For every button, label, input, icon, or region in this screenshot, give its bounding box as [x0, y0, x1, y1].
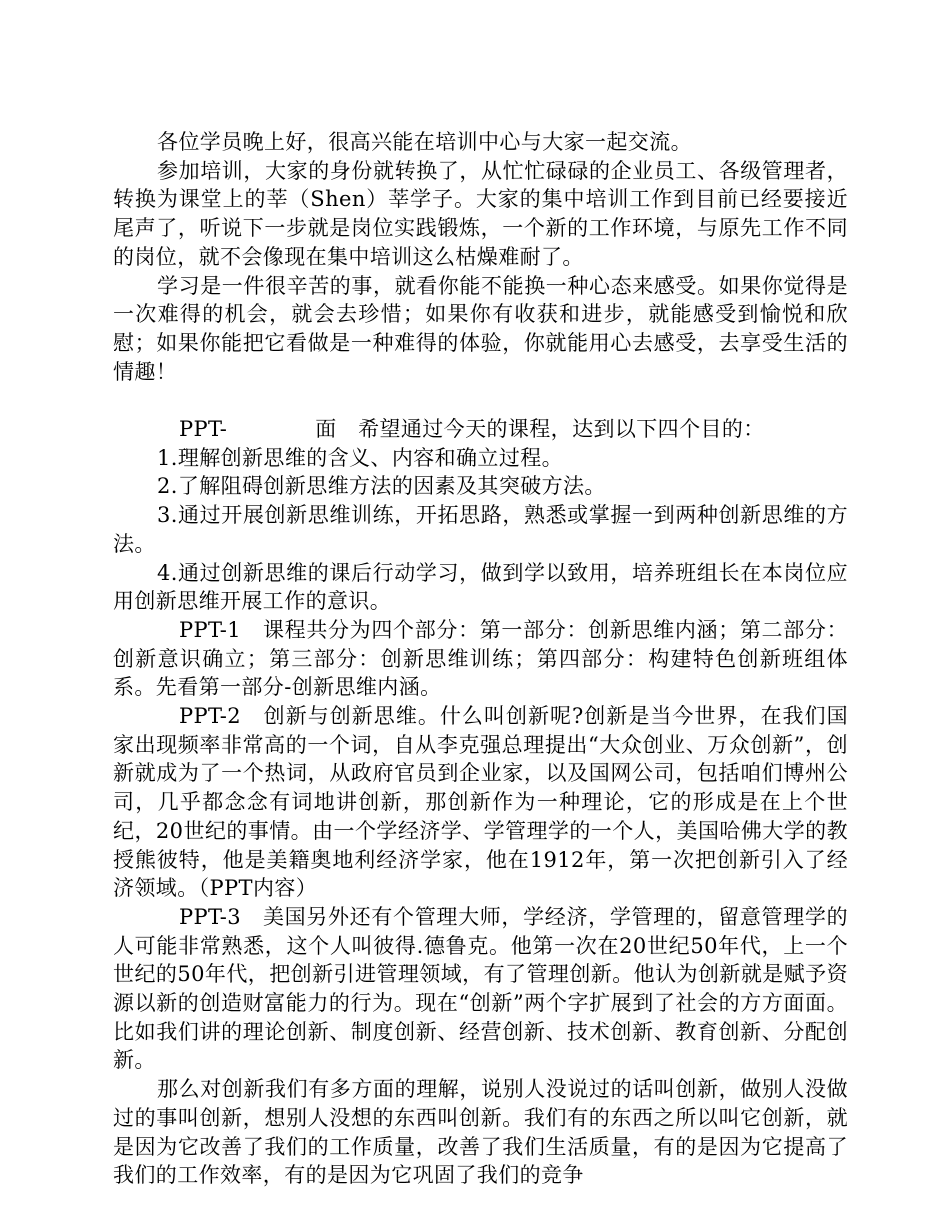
blank-line	[113, 386, 848, 415]
paragraph-ppt-2: PPT-2 创新与创新思维。什么叫创新呢?创新是当今世界，在我们国家出现频率非常高的一个词，自从李克强总理提出“大众创业、万众创新”，创新就成为了一个热词，从政府官员到企业家，以及国网公司，包括咱们博州公司，几乎都念念有词地讲创新，那创新作为一种理论，它的形成是在上个世纪，20世纪的事情。由一个学经济学、学管理学的一个人，美国哈佛大学的教授熊彼特，他是美籍奥地利经济学家，他在1912年，第一次把创新引入了经济领域。（PPT内容）	[113, 704, 848, 901]
paragraph-ppt-goals	[113, 415, 848, 444]
list-item-goal-4: 4.通过创新思维的课后行动学习，做到学以致用，培养班组长在本岗位应用创新思维开展工作的意识。	[113, 560, 848, 614]
list-item-goal-2: 2.了解阻碍创新思维方法的因素及其突破方法。	[157, 474, 606, 499]
paragraph-ppt-1: PPT-1 课程共分为四个部分：第一部分：创新思维内涵；第二部分：创新意识确立；第三部分：创新思维训练；第四部分：构建特色创新班组体系。先看第一部分-创新思维内涵。	[113, 617, 848, 700]
list-item-goal-3: 3.通过开展创新思维训练，开拓思路，熟悉或掌握一到两种创新思维的方法。	[113, 503, 848, 556]
list-item-goal-1: 1.理解创新思维的含义、内容和确立过程。	[157, 445, 564, 470]
ppt-label: PPT-	[179, 417, 228, 442]
paragraph-greeting: 各位学员晚上好，很高兴能在培训中心与大家一起交流。	[157, 130, 692, 154]
paragraph-training-intro: 参加培训，大家的身份就转换了，从忙忙碌碌的企业员工、各级管理者，转换为课堂上的莘（Shen）莘学子。大家的集中培训工作到目前已经要接近尾声了，听说下一步就是岗位实践锻炼，一个新的工作环境，与原先工作不同的岗位，就不会像现在集中培训这么枯燥难耐了。	[113, 158, 848, 269]
paragraph-ppt-3: PPT-3 美国另外还有个管理大师，学经济，学管理的，留意管理学的人可能非常熟悉，这个人叫彼得.德鲁克。他第一次在20世纪50年代，上一个世纪的50年代，把创新引进管理领域，有了管理创新。他认为创新就是赋予资源以新的创造财富能力的行为。现在“创新”两个字扩展到了社会的方方面面。比如我们讲的理论创新、制度创新、经营创新、技术创新、教育创新、分配创新。	[113, 904, 848, 1073]
goals-text: 面 希望通过今天的课程，达到以下四个目的：	[315, 417, 765, 442]
document-body	[113, 128, 848, 1190]
paragraph-learning-attitude: 学习是一件很辛苦的事，就看你能不能换一种心态来感受。如果你觉得是一次难得的机会，就会去珍惜；如果你有收获和进步，就能感受到愉悦和欣慰；如果你能把它看做是一种难得的体验，你就能用心去感受，去享受生活的情趣！	[113, 273, 848, 384]
paragraph-innovation-understanding: 那么对创新我们有多方面的理解，说别人没说过的话叫创新，做别人没做过的事叫创新，想别人没想的东西叫创新。我们有的东西之所以叫它创新，就是因为它改善了我们的工作质量，改善了我们生活质量，有的是因为它提高了我们的工作效率，有的是因为它巩固了我们的竞争	[113, 1077, 848, 1188]
